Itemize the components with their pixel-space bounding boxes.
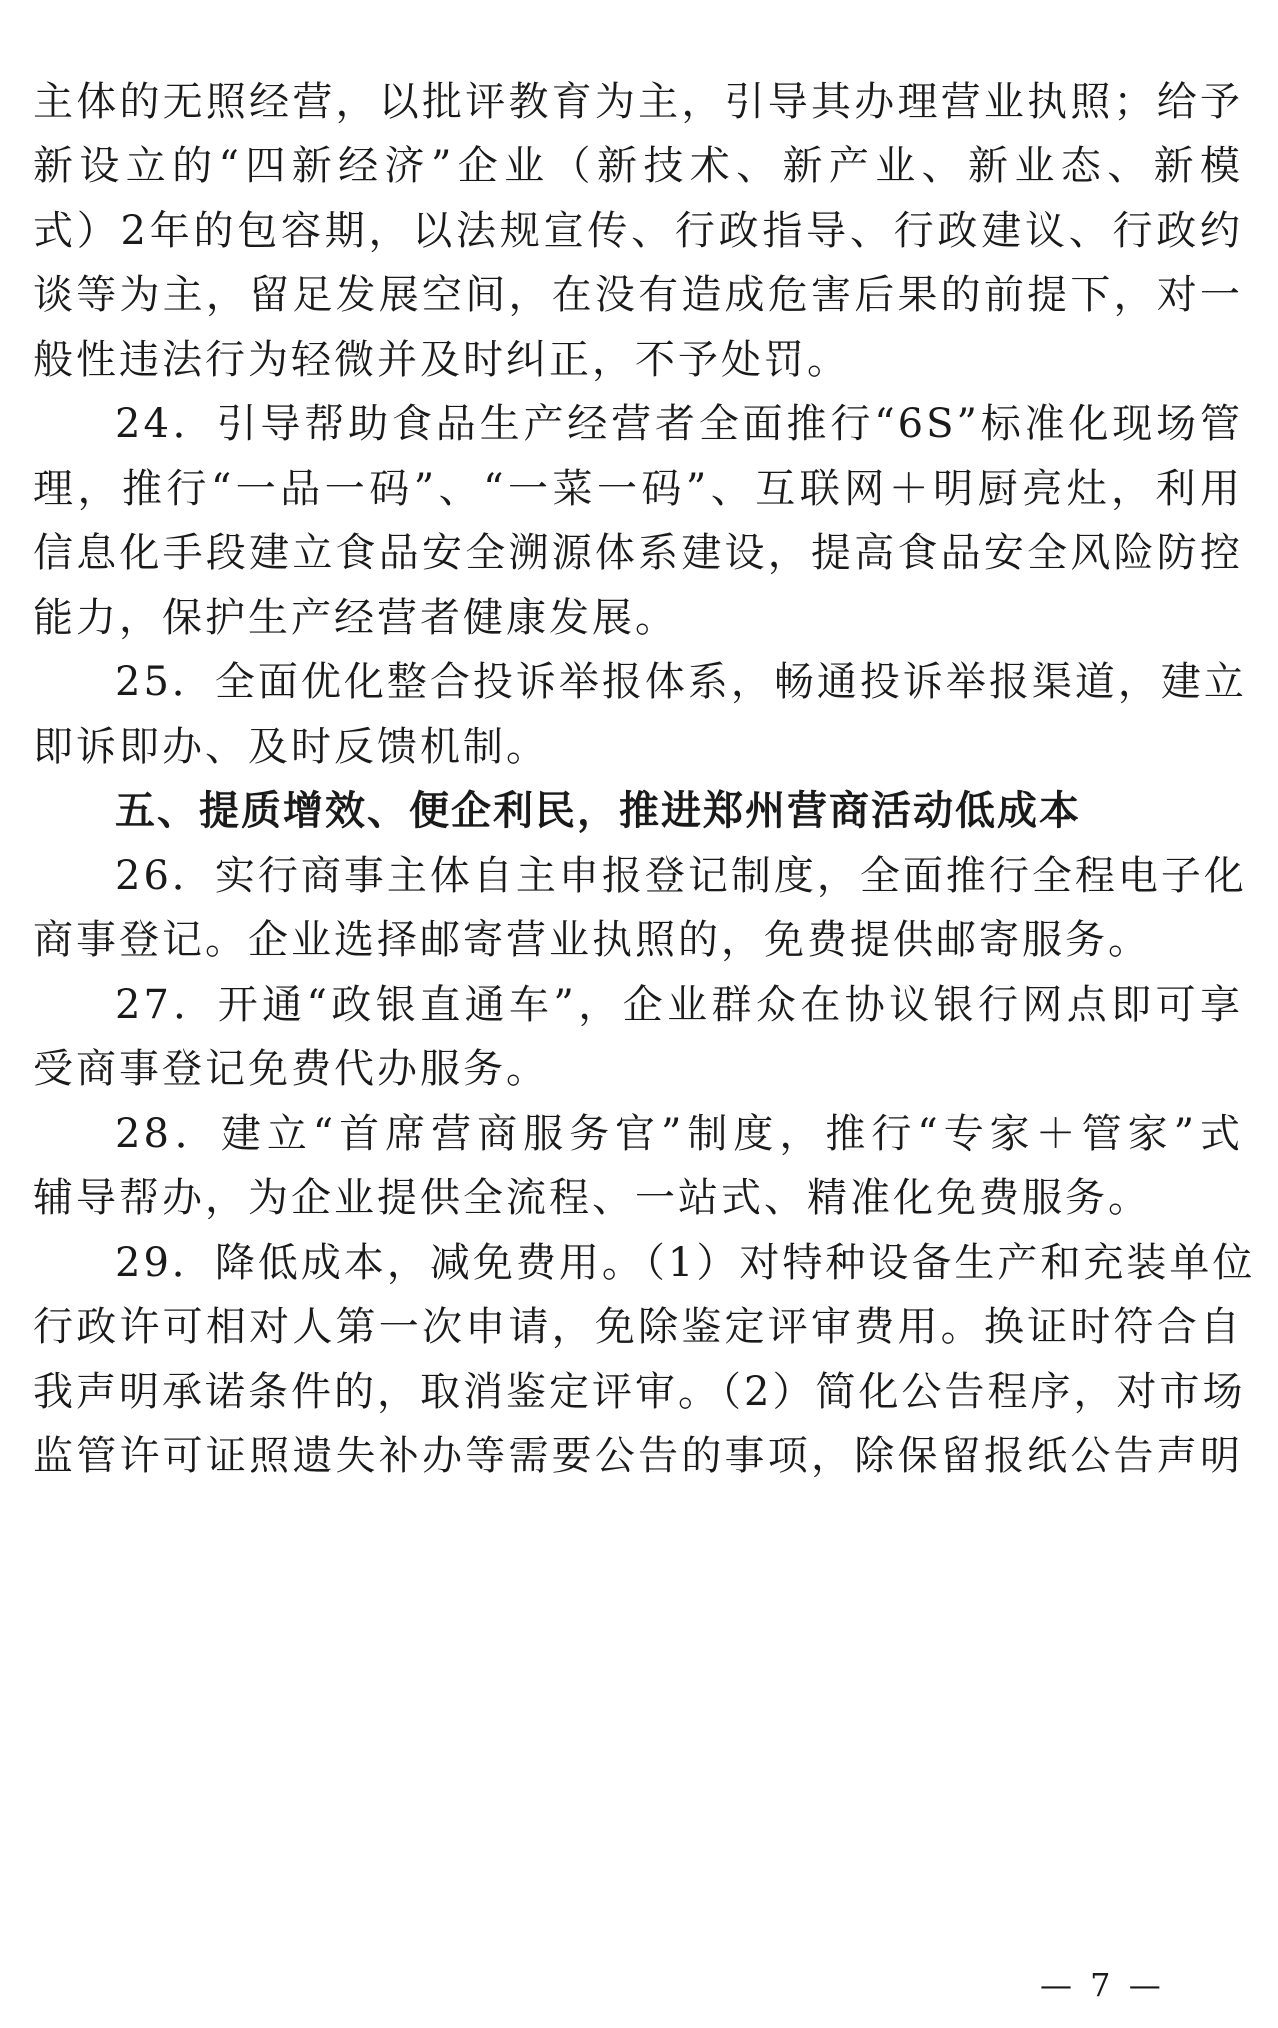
text-line: 信息化手段建立食品安全溯源体系建设，提高食品安全风险防控 (33, 530, 1243, 576)
text-line: 新设立的“四新经济”企业（新技术、新产业、新业态、新模 (33, 143, 1243, 189)
text-line: 般性违法行为轻微并及时纠正，不予处罚。 (33, 337, 850, 383)
page-number: — 7 — (1040, 1966, 1165, 2004)
paragraph-start-line: 24．引导帮助食品生产经营者全面推行“6S”标准化现场管 (115, 401, 1243, 447)
text-line: 监管许可证照遗失补办等需要公告的事项，除保留报纸公告声明 (33, 1433, 1243, 1479)
text-line: 辅导帮办，为企业提供全流程、一站式、精准化免费服务。 (33, 1175, 1151, 1221)
text-line: 理，推行“一品一码”、“一菜一码”、互联网＋明厨亮灶，利用 (33, 466, 1243, 512)
paragraph-start-line: 26．实行商事主体自主申报登记制度，全面推行全程电子化 (115, 853, 1247, 899)
paragraph-start-line: 27．开通“政银直通车”，企业群众在协议银行网点即可享 (115, 982, 1243, 1028)
paragraph-start-line: 29．降低成本，减免费用。（1）对特种设备生产和充装单位 (115, 1240, 1256, 1286)
text-line: 商事登记。企业选择邮寄营业执照的，免费提供邮寄服务。 (33, 917, 1151, 963)
text-line: 我声明承诺条件的，取消鉴定评审。（2）简化公告程序，对市场 (33, 1369, 1246, 1415)
text-line: 行政许可相对人第一次申请，免除鉴定评审费用。换证时符合自 (33, 1304, 1243, 1350)
text-line: 谈等为主，留足发展空间，在没有造成危害后果的前提下，对一 (33, 272, 1243, 318)
paragraph-start-line: 25．全面优化整合投诉举报体系，畅通投诉举报渠道，建立 (115, 659, 1247, 705)
paragraph-start-line: 28．建立“首席营商服务官”制度，推行“专家＋管家”式 (115, 1111, 1243, 1157)
document-page (33, 0, 1256, 2028)
text-line: 主体的无照经营，以批评教育为主，引导其办理营业执照；给予 (33, 79, 1243, 125)
text-line: 受商事登记免费代办服务。 (33, 1046, 549, 1092)
section-heading: 五、提质增效、便企利民，推进郑州营商活动低成本 (115, 788, 1081, 834)
text-line: 即诉即办、及时反馈机制。 (33, 724, 549, 770)
text-line: 式）2年的包容期，以法规宣传、行政指导、行政建议、行政约 (33, 208, 1243, 254)
text-line: 能力，保护生产经营者健康发展。 (33, 595, 678, 641)
